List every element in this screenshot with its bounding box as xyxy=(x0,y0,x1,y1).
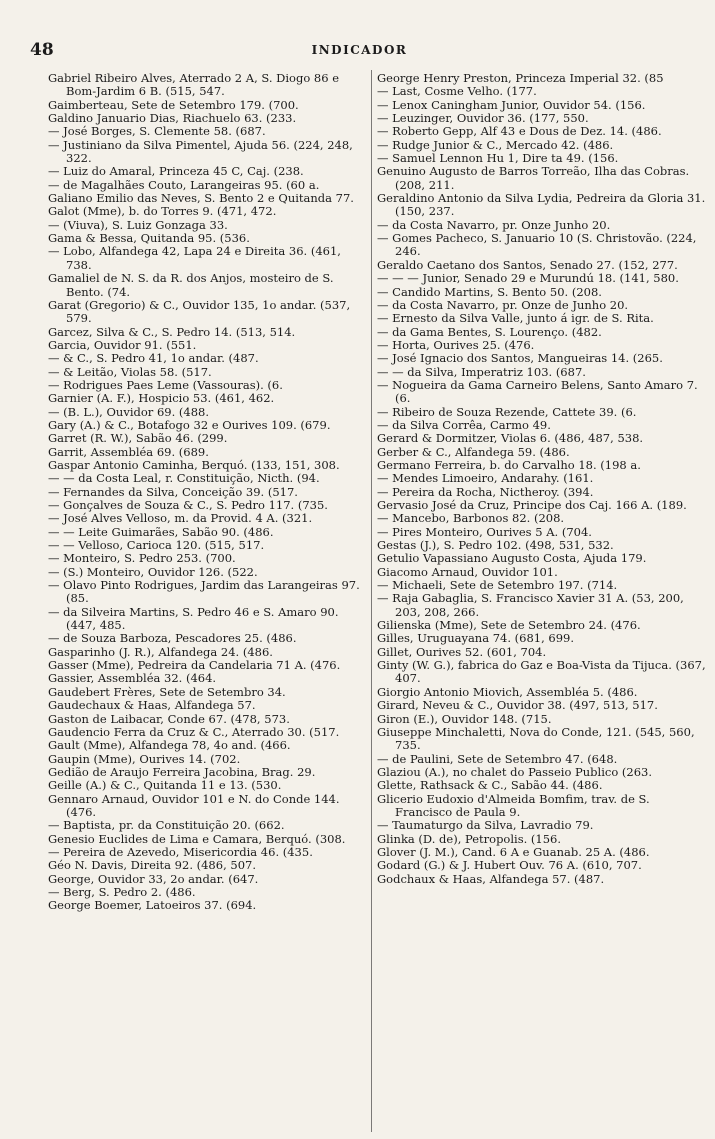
directory-entry: — Pereira de Azevedo, Misericordia 46. (435. xyxy=(48,844,313,859)
directory-entry: — Fernandes da Silva, Conceição 39. (517. xyxy=(48,484,298,499)
directory-entry: Giron (E.), Ouvidor 148. (715. xyxy=(377,711,552,726)
directory-entry: — Lobo, Alfandega 42, Lapa 24 e Direita 36. (461, 738. xyxy=(48,244,341,272)
directory-entry: Gaimberteau, Sete de Setembro 179. (700. xyxy=(48,97,299,112)
directory-entry: Gillet, Ourives 52. (601, 704. xyxy=(377,644,547,659)
directory-entry: — Olavo Pinto Rodrigues, Jardim das Larangeiras 97. (85. xyxy=(48,578,360,606)
directory-entry: — Last, Cosme Velho. (177. xyxy=(377,84,537,99)
directory-entry: Gault (Mme), Alfandega 78, 4o and. (466. xyxy=(48,738,291,753)
directory-entry: George Henry Preston, Princeza Imperial 32. (85 xyxy=(377,72,664,85)
directory-entry: Girard, Neveu & C., Ouvidor 38. (497, 513, 517. xyxy=(377,698,658,713)
directory-entry: Gilles, Uruguayana 74. (681, 699. xyxy=(377,631,575,646)
page-title: INDICADOR xyxy=(311,43,408,57)
directory-entry: Gervasio José da Cruz, Principe dos Caj. 166 A. (189. xyxy=(377,498,687,512)
directory-entry: — da Silva Corrêa, Carmo 49. xyxy=(377,417,551,432)
directory-entry: — — da Costa Leal, r. Constituição, Nicth. (94. xyxy=(48,471,320,486)
directory-entry: Gasparinho (J. R.), Alfandega 24. (486. xyxy=(48,644,273,659)
directory-entry: — & Leitão, Violas 58. (517. xyxy=(48,364,212,379)
directory-entry: Galiano Emilio das Neves, S. Bento 2 e Quitanda 77. xyxy=(48,191,354,206)
page-number: 48 xyxy=(30,40,54,60)
directory-entry: — Nogueira da Gama Carneiro Belens, Santo Amaro 7. (6. xyxy=(377,377,698,406)
directory-entry: Geraldino Antonio da Silva Lydia, Pedreira da Gloria 31. (150, 237. xyxy=(377,191,706,219)
directory-entry: — — Velloso, Carioca 120. (515, 517. xyxy=(48,538,265,553)
directory-entry: Galdino Januario Dias, Riachuelo 63. (233. xyxy=(48,111,297,126)
directory-entry: — (S.) Monteiro, Ouvidor 126. (522. xyxy=(48,564,258,579)
directory-entry: Gama & Bessa, Quitanda 95. (536. xyxy=(48,231,250,246)
directory-entry: Glover (J. M.), Cand. 6 A e Guanab. 25 A. (486. xyxy=(377,844,650,859)
directory-entry: Garret (R. W.), Sabão 46. (299. xyxy=(48,431,228,446)
directory-entry: — Lenox Caningham Junior, Ouvidor 54. (156. xyxy=(377,97,646,112)
directory-entry: — Raja Gabaglia, S. Francisco Xavier 31 A. (53, 200, 203, 208, 266. xyxy=(377,591,684,619)
directory-entry: Garrit, Assembléa 69. (689. xyxy=(48,444,209,459)
directory-entry: Gabriel Ribeiro Alves, Aterrado 2 A, S. Diogo 86 e Bom-Jardim 6 B. (515, 547. xyxy=(48,72,340,99)
directory-entry: — Rodrigues Paes Leme (Vassouras). (6. xyxy=(48,377,283,392)
directory-entry: — Ribeiro de Souza Rezende, Cattete 39. (6. xyxy=(377,404,637,419)
directory-entry: — (B. L.), Ouvidor 69. (488. xyxy=(48,404,209,419)
directory-entry: Gaudebert Frères, Sete de Setembro 34. xyxy=(48,684,286,699)
directory-entry: Garnier (A. F.), Hospicio 53. (461, 462. xyxy=(48,391,275,406)
directory-entry: — Rudge Junior & C., Mercado 42. (486. xyxy=(377,137,614,152)
directory-entry: George Boemer, Latoeiros 37. (694. xyxy=(48,898,257,913)
directory-entry: Gaspar Antonio Caminha, Berquó. (133, 151, 308. xyxy=(48,457,340,472)
directory-entry: — Taumaturgo da Silva, Lavradio 79. xyxy=(377,818,594,833)
page-header xyxy=(30,40,689,62)
directory-entry: — Leuzinger, Ouvidor 36. (177, 550. xyxy=(377,111,589,126)
directory-entry: George, Ouvidor 33, 2o andar. (647. xyxy=(48,871,259,886)
directory-entry: Garat (Gregorio) & C., Ouvidor 135, 1o andar. (537, 579. xyxy=(48,297,351,326)
directory-entry: Gerber & C., Alfandega 59. (486. xyxy=(377,444,570,459)
directory-entry: Gassier, Assembléa 32. (464. xyxy=(48,671,217,686)
left-column xyxy=(48,72,368,1132)
directory-entry: — José Alves Velloso, m. da Provid. 4 A. (321. xyxy=(48,511,313,526)
directory-entry: Galot (Mme), b. do Torres 9. (471, 472. xyxy=(48,204,277,219)
directory-entry: — Candido Martins, S. Bento 50. (208. xyxy=(377,284,602,299)
directory-entry: — Monteiro, S. Pedro 253. (700. xyxy=(48,551,236,566)
directory-entry: Glaziou (A.), no chalet do Passeio Publico (263. xyxy=(377,764,652,779)
directory-entry: — de Paulini, Sete de Setembro 47. (648. xyxy=(377,751,618,766)
directory-entry: Glinka (D. de), Petropolis. (156. xyxy=(377,831,562,846)
directory-entry: Gasser (Mme), Pedreira da Candelaria 71 A. (476. xyxy=(48,658,341,673)
directory-entry: — Ernesto da Silva Valle, junto á igr. de S. Rita. xyxy=(377,311,654,326)
directory-entry: Gaston de Laibacar, Conde 67. (478, 573. xyxy=(48,711,290,726)
directory-entry: Germano Ferreira, b. do Carvalho 18. (198 a. xyxy=(377,457,641,472)
directory-entry: — José Borges, S. Clemente 58. (687. xyxy=(48,124,266,139)
directory-entry: — (Viuva), S. Luiz Gonzaga 33. xyxy=(48,217,228,232)
directory-entry: Gestas (J.), S. Pedro 102. (498, 531, 532. xyxy=(377,538,614,553)
directory-entry: — Gomes Pacheco, S. Januario 10 (S. Christovão. (224, 246. xyxy=(377,231,697,259)
directory-entry: Gennaro Arnaud, Ouvidor 101 e N. do Conde 144. (476. xyxy=(48,791,340,819)
directory-entry: — Baptista, pr. da Constituição 20. (662. xyxy=(48,818,285,833)
directory-entry: Giacomo Arnaud, Ouvidor 101. xyxy=(377,564,558,579)
directory-entry: Godard (G.) & J. Hubert Ouv. 76 A. (610, 707. xyxy=(377,858,642,873)
directory-entry: Glette, Rathsack & C., Sabão 44. (486. xyxy=(377,778,603,793)
directory-entry: Ginty (W. G.), fabrica do Gaz e Boa-Vista da Tijuca. (367, 407. xyxy=(377,658,706,686)
directory-entry: — — Leite Guimarães, Sabão 90. (486. xyxy=(48,524,274,539)
directory-entry: Gary (A.) & C., Botafogo 32 e Ourives 109. (679. xyxy=(48,417,331,432)
directory-entry: — Mendes Limoeiro, Andarahy. (161. xyxy=(377,471,594,486)
directory-entry: — Justiniano da Silva Pimentel, Ajuda 56. (224, 248, 322. xyxy=(48,137,353,166)
directory-entry: Giorgio Antonio Miovich, Assembléa 5. (486. xyxy=(377,684,638,699)
directory-entry: — da Costa Navarro, pr. Onze de Junho 20. xyxy=(377,297,629,312)
directory-entry: Genuino Augusto de Barros Torreão, Ilha das Cobras. (208, 211. xyxy=(377,164,690,192)
directory-entry: Gaupin (Mme), Ourives 14. (702. xyxy=(48,751,241,766)
directory-entry: Gilienska (Mme), Sete de Setembro 24. (476. xyxy=(377,618,641,633)
directory-entry: Garcez, Silva & C., S. Pedro 14. (513, 514. xyxy=(48,324,296,339)
directory-entry: — da Gama Bentes, S. Lourenço. (482. xyxy=(377,324,602,339)
directory-entry: — da Costa Navarro, pr. Onze Junho 20. xyxy=(377,217,611,232)
directory-entry: Geraldo Caetano dos Santos, Senado 27. (152, 277. xyxy=(377,257,678,272)
directory-entry: — de Magalhães Couto, Larangeiras 95. (60 a. xyxy=(48,177,320,192)
directory-entry: Géo N. Davis, Direita 92. (486, 507. xyxy=(48,858,256,873)
directory-entry: — Pereira da Rocha, Nictheroy. (394. xyxy=(377,484,594,499)
directory-entry: — José Ignacio dos Santos, Mangueiras 14. (265. xyxy=(377,351,663,366)
directory-entry: Glicerio Eudoxio d'Almeida Bomfim, trav. de S. Francisco de Paula 9. xyxy=(377,791,650,819)
right-column xyxy=(377,72,707,1132)
directory-entry: Getulio Vapassiano Augusto Costa, Ajuda 179. xyxy=(377,551,647,566)
directory-entry: — da Silveira Martins, S. Pedro 46 e S. Amaro 90. (447, 485. xyxy=(48,604,339,633)
directory-entry: Gaudencio Ferra da Cruz & C., Aterrado 30. (517. xyxy=(48,724,340,739)
directory-entry: Gamaliel de N. S. da R. dos Anjos, mosteiro de S. Bento. (74. xyxy=(48,271,334,299)
column-divider xyxy=(371,70,372,1132)
directory-entry: — Horta, Ourives 25. (476. xyxy=(377,337,535,352)
directory-entry: — Luiz do Amaral, Princeza 45 C, Caj. (238. xyxy=(48,164,304,179)
directory-entry: — Samuel Lennon Hu 1, Dire ta 49. (156. xyxy=(377,151,619,166)
directory-entry: — de Souza Barboza, Pescadores 25. (486. xyxy=(48,631,297,646)
directory-entry: — Pires Monteiro, Ourives 5 A. (704. xyxy=(377,524,592,539)
directory-entry: Giuseppe Minchaletti, Nova do Conde, 121. (545, 560, 735. xyxy=(377,724,695,753)
directory-entry: Geille (A.) & C., Quitanda 11 e 13. (530. xyxy=(48,778,282,793)
directory-entry: — Roberto Gepp, Alf 43 e Dous de Dez. 14. (486. xyxy=(377,124,662,139)
directory-entry: Gaudechaux & Haas, Alfandega 57. xyxy=(48,698,256,713)
directory-entry: — Berg, S. Pedro 2. (486. xyxy=(48,884,196,899)
directory-entry: Godchaux & Haas, Alfandega 57. (487. xyxy=(377,871,605,886)
directory-entry: — & C., S. Pedro 41, 1o andar. (487. xyxy=(48,351,259,366)
directory-entry: — Michaeli, Sete de Setembro 197. (714. xyxy=(377,578,618,593)
directory-entry: — — — Junior, Senado 29 e Murundú 18. (141, 580. xyxy=(377,271,679,286)
directory-entry: Gerard & Dormitzer, Violas 6. (486, 487, 538. xyxy=(377,431,644,446)
directory-entry: — Mancebo, Barbonos 82. (208. xyxy=(377,511,565,526)
directory-entry: — — da Silva, Imperatriz 103. (687. xyxy=(377,364,586,379)
directory-entry: Genesio Euclides de Lima e Camara, Berquó. (308. xyxy=(48,831,346,846)
directory-entry: Gedião de Araujo Ferreira Jacobina, Brag. 29. xyxy=(48,764,316,779)
directory-entry: — Gonçalves de Souza & C., S. Pedro 117. (735. xyxy=(48,498,328,512)
directory-entry: Garcia, Ouvidor 91. (551. xyxy=(48,337,197,352)
